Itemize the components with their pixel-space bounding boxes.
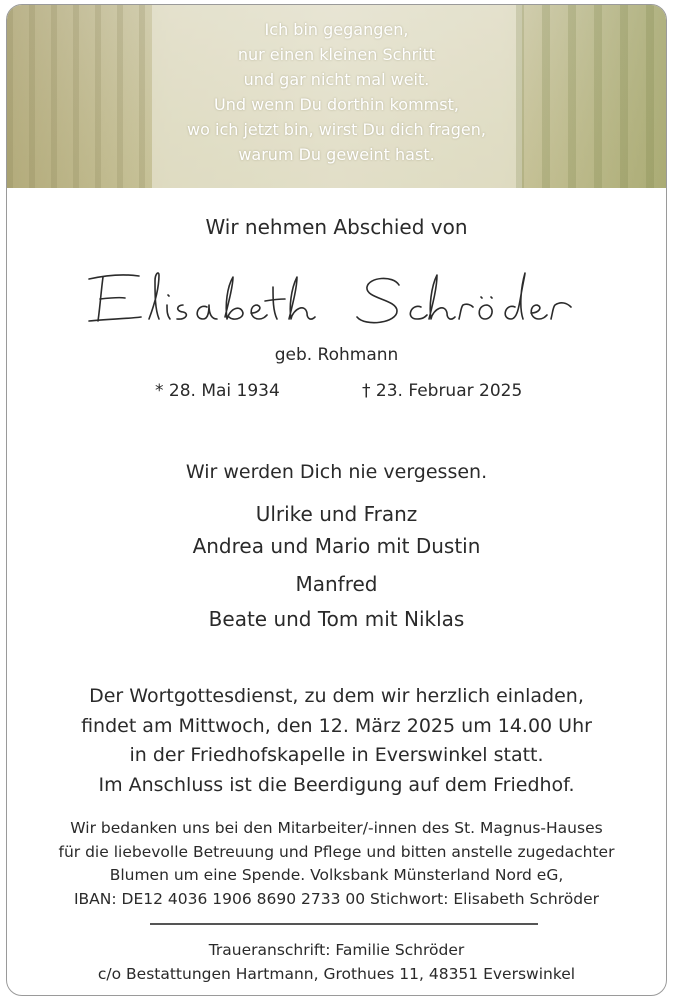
maiden-name: geb. Rohmann: [274, 345, 399, 365]
address-line: Traueranschrift: Familie Schröder: [208, 941, 465, 959]
deceased-name: [67, 257, 68, 258]
service-announcement: [7, 682, 666, 800]
obituary-card: [6, 4, 667, 996]
poem-line: Ich bin gegangen,: [264, 20, 409, 39]
handwritten-name-signature: [67, 257, 627, 347]
address-line: c/o Bestattungen Hartmann, Grothues 11, 48351 Everswinkel: [97, 965, 576, 983]
family-member-line: Beate und Tom mit Niklas: [208, 607, 465, 631]
poem-line: und gar nicht mal weit.: [243, 70, 430, 89]
family-member-line: Manfred: [295, 572, 378, 596]
thanks-line: Blumen um eine Spende. Volksbank Münsterland Nord eG,: [109, 866, 564, 884]
birth-date: * 28. Mai 1934: [155, 381, 280, 401]
service-line: Der Wortgottesdienst, zu dem wir herzlich einladen,: [89, 685, 584, 707]
service-line: Im Anschluss ist die Beerdigung auf dem Friedhof.: [98, 773, 575, 796]
poem-line: warum Du geweint hast.: [238, 145, 435, 164]
family-member-line: Andrea und Mario mit Dustin: [192, 534, 481, 558]
mourning-address: [7, 938, 666, 986]
divider: [150, 923, 538, 925]
thanks-line: Wir bedanken uns bei den Mitarbeiter/-innen des St. Magnus-Hauses: [70, 819, 603, 837]
farewell-heading: Wir nehmen Abschied von: [205, 215, 468, 239]
forest-header-image: [7, 5, 666, 188]
poem-line: wo ich jetzt bin, wirst Du dich fragen,: [187, 120, 486, 139]
family-member-line: Ulrike und Franz: [255, 502, 418, 526]
service-line: findet am Mittwoch, den 12. März 2025 um 14.00 Uhr: [81, 714, 592, 737]
thanks-and-donation: [7, 817, 666, 911]
service-line: in der Friedhofskapelle in Everswinkel statt.: [129, 744, 544, 766]
death-date: † 23. Februar 2025: [362, 381, 523, 401]
never-forget-text: Wir werden Dich nie vergessen.: [185, 461, 488, 483]
poem: [7, 17, 666, 167]
poem-line: Und wenn Du dorthin kommst,: [214, 95, 459, 114]
poem-line: nur einen kleinen Schritt: [237, 45, 436, 64]
thanks-line: für die liebevolle Betreuung und Pflege und bitten anstelle zugedachter: [58, 842, 615, 861]
thanks-line: IBAN: DE12 4036 1906 8690 2733 00 Stichwort: Elisabeth Schröder: [73, 889, 600, 908]
